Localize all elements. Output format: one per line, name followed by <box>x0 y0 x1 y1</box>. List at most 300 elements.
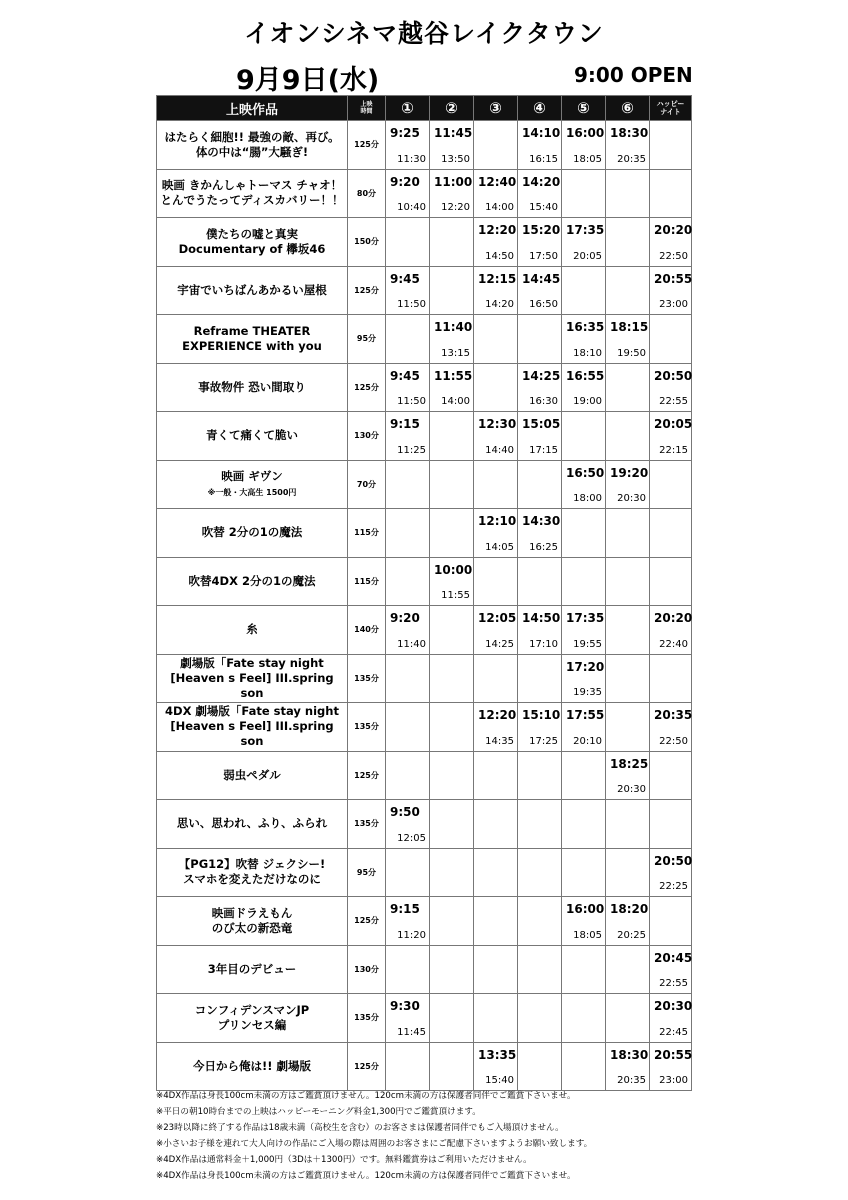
showtime-start: 15:20 <box>522 223 561 237</box>
film-duration: 125分 <box>348 363 386 412</box>
screen-1-slot <box>386 703 430 752</box>
footer-note: ※4DX作品は身長100cm未満の方はご鑑賞頂けません。120cm未満の方は保護者同伴でご鑑賞下さいませ。 <box>156 1171 576 1181</box>
film-duration: 130分 <box>348 945 386 994</box>
screen-2-slot <box>430 266 474 315</box>
showtime-end: 11:30 <box>397 153 426 165</box>
col-duration-header <box>348 96 386 121</box>
screen-1-slot <box>386 1042 430 1091</box>
film-duration: 125分 <box>348 266 386 315</box>
film-title-line: [Heaven s Feel] III.spring son <box>170 719 334 749</box>
showtime-start: 18:30 <box>610 126 649 140</box>
screen-4-slot <box>518 994 562 1043</box>
screen-2-slot <box>430 945 474 994</box>
screen-1-slot <box>386 412 430 461</box>
film-duration: 130分 <box>348 412 386 461</box>
showtime-end: 15:40 <box>529 202 558 213</box>
showtime-end: 11:50 <box>397 299 426 310</box>
happy-night-slot <box>650 460 692 509</box>
screen-3-slot <box>474 557 518 606</box>
film-title <box>157 1042 348 1091</box>
film-row <box>157 557 692 606</box>
screen-2-slot <box>430 218 474 267</box>
showtime-end: 20:10 <box>573 735 602 747</box>
screen-1-slot <box>386 897 430 946</box>
screen-4-slot <box>518 848 562 897</box>
showtime-start: 20:55 <box>654 1047 693 1062</box>
screen-4-slot <box>518 315 562 364</box>
film-title-line: EXPERIENCE with you <box>182 338 322 353</box>
screen-1-header: ① <box>386 96 430 121</box>
screen-1-slot <box>386 315 430 364</box>
film-title-line: のび太の新恐竜 <box>211 920 293 935</box>
happy-header-line: ナイト <box>660 108 681 116</box>
happy-night-slot <box>650 703 692 752</box>
film-title-line: スマホを変えただけなのに <box>183 872 321 887</box>
film-title-line: とんでうたってディスカバリー！！ <box>160 193 344 208</box>
showtime-end: 17:10 <box>529 638 558 650</box>
film-title-line: 僕たちの嘘と真実 <box>206 226 298 241</box>
screen-3-slot <box>474 169 518 218</box>
film-title <box>157 751 348 800</box>
screen-3-slot <box>474 1042 518 1091</box>
showtime-end: 11:20 <box>397 929 426 941</box>
showtime-end: 14:20 <box>485 299 514 310</box>
header-row <box>157 96 692 121</box>
film-duration: 70分 <box>348 460 386 509</box>
film-duration: 125分 <box>348 897 386 946</box>
showtime-end: 11:40 <box>397 638 426 650</box>
film-title-line: 【PG12】吹替 ジェクシー! <box>178 857 326 872</box>
showtime-end: 20:35 <box>617 153 646 165</box>
screen-6-slot <box>606 800 650 849</box>
screen-5-slot <box>562 751 606 800</box>
happy-night-slot <box>650 751 692 800</box>
screen-4-slot <box>518 751 562 800</box>
film-title <box>157 654 348 703</box>
film-title <box>157 412 348 461</box>
film-title-line: 体の中は“腸”大騒ぎ! <box>195 144 309 159</box>
showtime-start: 9:45 <box>390 271 420 286</box>
film-row <box>157 509 692 558</box>
showtime-start: 14:10 <box>522 126 561 140</box>
showtime-start: 20:50 <box>654 368 693 383</box>
happy-night-slot <box>650 606 692 655</box>
film-title-line: Reframe THEATER <box>193 323 311 338</box>
showtime-start: 12:40 <box>478 174 517 189</box>
showtime-end: 18:10 <box>573 347 602 359</box>
screen-5-slot <box>562 121 606 170</box>
screen-2-header: ② <box>430 96 474 121</box>
showtime-start: 13:35 <box>478 1047 517 1062</box>
screen-3-slot <box>474 703 518 752</box>
screen-2-slot <box>430 994 474 1043</box>
screen-6-slot <box>606 703 650 752</box>
screen-4-header: ④ <box>518 96 562 121</box>
screen-6-slot <box>606 945 650 994</box>
duration-header-line: 時間 <box>360 108 373 115</box>
screen-1-slot <box>386 800 430 849</box>
schedule-table <box>156 95 692 1091</box>
screen-5-slot <box>562 848 606 897</box>
happy-night-slot <box>650 654 692 703</box>
film-title-line: 吹替 2分の1の魔法 <box>201 525 303 540</box>
screen-1-slot <box>386 509 430 558</box>
film-title <box>157 266 348 315</box>
showtime-end: 17:15 <box>529 444 558 456</box>
screen-4-slot <box>518 703 562 752</box>
screen-3-slot <box>474 606 518 655</box>
screen-3-slot <box>474 218 518 267</box>
film-title <box>157 509 348 558</box>
screen-5-slot <box>562 412 606 461</box>
screen-5-slot <box>562 994 606 1043</box>
showtime-start: 9:50 <box>390 805 420 819</box>
film-title <box>157 169 348 218</box>
film-row <box>157 848 692 897</box>
screen-6-slot <box>606 897 650 946</box>
showtime-start: 16:55 <box>566 368 605 383</box>
showtime-end: 16:50 <box>529 299 558 310</box>
showtime-start: 16:35 <box>566 320 605 334</box>
film-title <box>157 460 348 509</box>
showtime-start: 18:25 <box>610 756 649 771</box>
showtime-end: 23:00 <box>659 299 688 310</box>
film-title <box>157 703 348 752</box>
screen-6-slot <box>606 169 650 218</box>
screen-6-slot <box>606 1042 650 1091</box>
screen-2-slot <box>430 315 474 364</box>
screen-2-slot <box>430 848 474 897</box>
footer-note: ※小さいお子様を連れて大人向けの作品にご入場の際は周囲のお客さまにご配慮下さいますようお願い致します。 <box>156 1139 593 1149</box>
screen-6-slot <box>606 363 650 412</box>
film-title <box>157 897 348 946</box>
screen-6-slot <box>606 557 650 606</box>
screen-4-slot <box>518 654 562 703</box>
screen-2-slot <box>430 121 474 170</box>
screen-1-slot <box>386 606 430 655</box>
film-title-line: Documentary of 欅坂46 <box>178 241 326 256</box>
film-title-line: 糸 <box>246 622 258 637</box>
film-row <box>157 121 692 170</box>
screen-1-slot <box>386 751 430 800</box>
happy-night-slot <box>650 218 692 267</box>
screen-6-slot <box>606 460 650 509</box>
film-row <box>157 412 692 461</box>
showtime-start: 9:45 <box>390 368 420 383</box>
footer-note: ※4DX作品は通常料金＋1,000円（3Dは＋1300円）です。無料鑑賞券はご利用いただけません。 <box>156 1155 532 1165</box>
showtime-end: 14:00 <box>485 202 514 213</box>
showtime-start: 12:05 <box>478 611 517 625</box>
screen-6-slot <box>606 121 650 170</box>
screen-1-slot <box>386 848 430 897</box>
film-duration: 80分 <box>348 169 386 218</box>
screen-5-slot <box>562 1042 606 1091</box>
showtime-end: 13:15 <box>441 347 470 359</box>
film-price-note: ※一般・大高生 1500円 <box>207 487 297 497</box>
film-duration: 115分 <box>348 557 386 606</box>
screen-4-slot <box>518 266 562 315</box>
film-row <box>157 606 692 655</box>
showtime-end: 14:05 <box>485 541 514 553</box>
screen-3-slot <box>474 654 518 703</box>
screen-6-slot <box>606 606 650 655</box>
screen-6-slot <box>606 218 650 267</box>
screen-5-slot <box>562 266 606 315</box>
showtime-start: 11:00 <box>434 174 473 189</box>
showtime-end: 22:15 <box>659 444 688 456</box>
screen-6-slot <box>606 751 650 800</box>
showtime-start: 20:30 <box>654 999 693 1013</box>
showtime-end: 19:35 <box>573 687 602 698</box>
screen-2-slot <box>430 460 474 509</box>
screen-4-slot <box>518 218 562 267</box>
film-duration: 140分 <box>348 606 386 655</box>
screen-2-slot <box>430 169 474 218</box>
film-duration: 95分 <box>348 848 386 897</box>
screen-4-slot <box>518 557 562 606</box>
happy-night-slot <box>650 169 692 218</box>
showtime-end: 23:00 <box>659 1075 688 1086</box>
screen-6-header: ⑥ <box>606 96 650 121</box>
screen-5-header: ⑤ <box>562 96 606 121</box>
showtime-end: 20:35 <box>617 1075 646 1086</box>
film-title-line: 映画 きかんしゃトーマス チャオ！ <box>161 178 343 193</box>
screen-3-slot <box>474 945 518 994</box>
film-title-line: 映画ドラえもん <box>211 905 293 920</box>
footer-notes <box>156 1088 696 1184</box>
showtime-end: 22:45 <box>659 1026 688 1038</box>
screen-2-slot <box>430 897 474 946</box>
showtime-start: 15:10 <box>522 708 561 722</box>
film-title-line: 青くて痛くて脆い <box>206 428 298 443</box>
screen-5-slot <box>562 703 606 752</box>
film-title-line: はたらく細胞!! 最強の敵、再び。 <box>164 129 340 144</box>
film-duration: 135分 <box>348 800 386 849</box>
showtime-end: 14:50 <box>485 250 514 262</box>
showtime-start: 14:30 <box>522 514 561 528</box>
happy-night-slot <box>650 800 692 849</box>
screen-2-slot <box>430 1042 474 1091</box>
happy-night-header <box>650 96 692 121</box>
showtime-start: 14:45 <box>522 271 561 286</box>
film-row <box>157 945 692 994</box>
showtime-start: 10:00 <box>434 562 473 577</box>
screen-6-slot <box>606 509 650 558</box>
film-title <box>157 557 348 606</box>
film-duration: 125分 <box>348 1042 386 1091</box>
screen-4-slot <box>518 363 562 412</box>
screen-1-slot <box>386 460 430 509</box>
film-duration: 135分 <box>348 994 386 1043</box>
film-row <box>157 169 692 218</box>
screen-5-slot <box>562 460 606 509</box>
showtime-start: 17:35 <box>566 611 605 625</box>
showtime-start: 14:50 <box>522 611 561 625</box>
screen-4-slot <box>518 460 562 509</box>
showtime-start: 11:40 <box>434 320 473 334</box>
showtime-end: 17:50 <box>529 250 558 262</box>
film-duration: 95分 <box>348 315 386 364</box>
happy-night-slot <box>650 121 692 170</box>
screen-2-slot <box>430 703 474 752</box>
showtime-end: 18:05 <box>573 153 602 165</box>
showtime-start: 18:30 <box>610 1047 649 1062</box>
film-row <box>157 703 692 752</box>
film-row <box>157 460 692 509</box>
showtime-end: 14:00 <box>441 396 470 407</box>
screen-1-slot <box>386 121 430 170</box>
happy-night-slot <box>650 509 692 558</box>
showtime-end: 16:30 <box>529 396 558 407</box>
screen-2-slot <box>430 654 474 703</box>
footer-note: ※4DX作品は身長100cm未満の方はご鑑賞頂けません。120cm未満の方は保護者同伴でご鑑賞下さいませ。 <box>156 1091 576 1101</box>
screen-2-slot <box>430 800 474 849</box>
film-title-line: 3年目のデビュー <box>207 961 297 976</box>
showtime-start: 20:50 <box>654 853 693 868</box>
happy-night-slot <box>650 994 692 1043</box>
screen-3-slot <box>474 121 518 170</box>
screen-3-slot <box>474 509 518 558</box>
showtime-end: 20:30 <box>617 784 646 795</box>
screen-3-slot <box>474 800 518 849</box>
showtime-start: 20:55 <box>654 271 693 286</box>
showtime-end: 17:25 <box>529 735 558 747</box>
screen-4-slot <box>518 412 562 461</box>
screen-3-slot <box>474 315 518 364</box>
showtime-start: 11:45 <box>434 126 473 140</box>
screen-4-slot <box>518 509 562 558</box>
showtime-end: 10:40 <box>397 202 426 213</box>
showtime-end: 20:05 <box>573 250 602 262</box>
screen-6-slot <box>606 848 650 897</box>
showtime-start: 17:35 <box>566 223 605 237</box>
screen-5-slot <box>562 315 606 364</box>
showtime-start: 20:20 <box>654 611 693 625</box>
screen-1-slot <box>386 994 430 1043</box>
showtime-end: 15:40 <box>485 1075 514 1086</box>
screen-4-slot <box>518 1042 562 1091</box>
screen-5-slot <box>562 800 606 849</box>
film-duration: 125分 <box>348 121 386 170</box>
screen-5-slot <box>562 654 606 703</box>
showtime-start: 17:20 <box>566 659 605 674</box>
screen-1-slot <box>386 363 430 412</box>
film-title-line: 宇宙でいちばんあかるい屋根 <box>177 282 327 297</box>
screen-3-slot <box>474 751 518 800</box>
footer-note: ※23時以降に終了する作品は18歳未満（高校生を含む）のお客さまは保護者同伴でもご入場頂けません。 <box>156 1123 564 1133</box>
showtime-start: 12:20 <box>478 223 517 237</box>
screen-3-slot <box>474 363 518 412</box>
film-row <box>157 266 692 315</box>
screen-3-slot <box>474 266 518 315</box>
showtime-end: 22:50 <box>659 250 688 262</box>
screen-1-slot <box>386 945 430 994</box>
film-title-line: 思い、思われ、ふり、ふられ <box>176 816 328 831</box>
screen-2-slot <box>430 509 474 558</box>
screen-2-slot <box>430 606 474 655</box>
screen-1-slot <box>386 654 430 703</box>
screen-3-slot <box>474 848 518 897</box>
screen-2-slot <box>430 363 474 412</box>
showtime-end: 18:05 <box>573 929 602 941</box>
showtime-start: 9:20 <box>390 174 420 189</box>
open-time: 9:00 OPEN <box>574 63 693 87</box>
showtime-start: 19:20 <box>610 465 649 480</box>
screen-6-slot <box>606 994 650 1043</box>
showtime-end: 22:25 <box>659 881 688 892</box>
screen-1-slot <box>386 557 430 606</box>
showtime-start: 18:20 <box>610 902 649 916</box>
showtime-start: 14:20 <box>522 174 561 189</box>
showtime-end: 11:45 <box>397 1026 426 1038</box>
showtime-start: 16:00 <box>566 902 605 916</box>
showtime-end: 22:50 <box>659 735 688 747</box>
showtime-end: 11:55 <box>441 590 470 601</box>
showtime-end: 16:25 <box>529 541 558 553</box>
showtime-end: 18:00 <box>573 493 602 504</box>
film-title <box>157 218 348 267</box>
screen-3-slot <box>474 412 518 461</box>
film-row <box>157 218 692 267</box>
film-title <box>157 945 348 994</box>
film-duration: 150分 <box>348 218 386 267</box>
film-title <box>157 994 348 1043</box>
showtime-end: 19:00 <box>573 396 602 407</box>
showtime-start: 9:30 <box>390 999 420 1013</box>
showtime-start: 20:05 <box>654 417 693 431</box>
film-row <box>157 897 692 946</box>
happy-header-line: ハッピー <box>656 100 685 108</box>
film-title-line: 弱虫ペダル <box>223 767 281 782</box>
schedule-body <box>157 121 692 1091</box>
screen-6-slot <box>606 654 650 703</box>
showtime-start: 17:55 <box>566 708 605 722</box>
showtime-end: 20:30 <box>617 493 646 504</box>
showtime-start: 14:25 <box>522 368 561 383</box>
showtime-end: 20:25 <box>617 929 646 941</box>
happy-night-slot <box>650 363 692 412</box>
showtime-start: 15:05 <box>522 417 561 431</box>
screen-4-slot <box>518 945 562 994</box>
film-row <box>157 994 692 1043</box>
showtime-end: 19:50 <box>617 347 646 359</box>
screen-5-slot <box>562 363 606 412</box>
screen-5-slot <box>562 218 606 267</box>
happy-night-slot <box>650 315 692 364</box>
screen-3-slot <box>474 897 518 946</box>
screen-5-slot <box>562 606 606 655</box>
film-title <box>157 363 348 412</box>
duration-header-line: 上映 <box>360 101 373 108</box>
screen-3-slot <box>474 994 518 1043</box>
screen-1-slot <box>386 169 430 218</box>
happy-night-slot <box>650 266 692 315</box>
showtime-end: 14:25 <box>485 638 514 650</box>
showtime-end: 14:35 <box>485 735 514 747</box>
showtime-end: 22:40 <box>659 638 688 650</box>
showtime-start: 16:00 <box>566 126 605 140</box>
screen-5-slot <box>562 509 606 558</box>
film-title-line: コンフィデンスマンJP <box>194 1002 310 1017</box>
film-duration: 115分 <box>348 509 386 558</box>
showtime-start: 18:15 <box>610 320 649 334</box>
film-row <box>157 800 692 849</box>
showtime-start: 20:35 <box>654 708 693 722</box>
showtime-start: 9:15 <box>390 902 420 916</box>
film-row <box>157 363 692 412</box>
showtime-start: 11:55 <box>434 368 473 383</box>
showtime-end: 19:55 <box>573 638 602 650</box>
